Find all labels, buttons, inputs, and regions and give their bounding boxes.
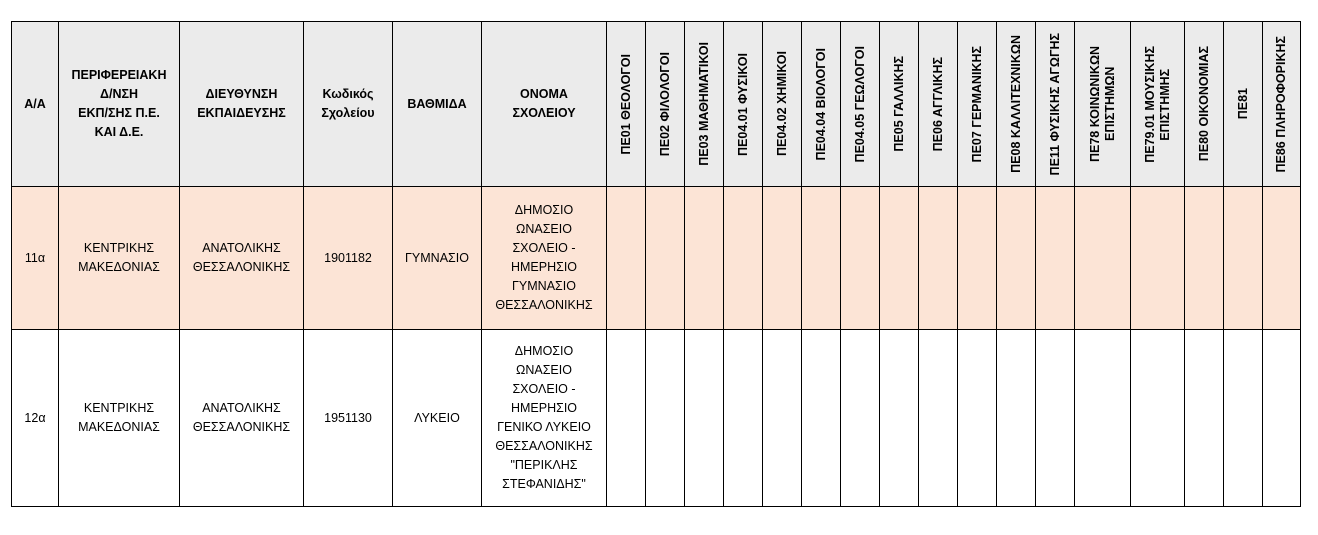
row-specialty-cell bbox=[958, 187, 997, 330]
header-specialty: ΠΕ02 ΦΙΛΟΛΟΓΟΙ bbox=[646, 22, 685, 187]
row-specialty-cell bbox=[763, 330, 802, 507]
row-aa: 12α bbox=[12, 330, 59, 507]
row-specialty-cell bbox=[1131, 187, 1185, 330]
row-specialty-cell bbox=[1224, 187, 1263, 330]
header-specialty: ΠΕ05 ΓΑΛΛΙΚΗΣ bbox=[880, 22, 919, 187]
row-school-code: 1901182 bbox=[304, 187, 393, 330]
header-school-code: Κωδικός Σχολείου bbox=[304, 22, 393, 187]
row-specialty-cell bbox=[802, 187, 841, 330]
header-specialty: ΠΕ04.04 ΒΙΟΛΟΓΟΙ bbox=[802, 22, 841, 187]
row-region: ΚΕΝΤΡΙΚΗΣ ΜΑΚΕΔΟΝΙΑΣ bbox=[59, 330, 180, 507]
school-vacancies-table bbox=[11, 21, 1301, 507]
row-specialty-cell bbox=[880, 330, 919, 507]
row-specialty-cell bbox=[1185, 330, 1224, 507]
row-specialty-cell bbox=[724, 187, 763, 330]
row-aa: 11α bbox=[12, 187, 59, 330]
row-specialty-cell bbox=[880, 187, 919, 330]
table-row bbox=[12, 187, 1301, 330]
row-specialty-cell bbox=[685, 330, 724, 507]
row-specialty-cell bbox=[607, 330, 646, 507]
header-aa: Α/Α bbox=[12, 22, 59, 187]
row-specialty-cell bbox=[841, 330, 880, 507]
row-specialty-cell bbox=[1075, 330, 1131, 507]
row-specialty-cell bbox=[1224, 330, 1263, 507]
header-row bbox=[12, 22, 1301, 187]
header-specialty: ΠΕ79.01 ΜΟΥΣΙΚΗΣ ΕΠΙΣΤΗΜΗΣ bbox=[1131, 22, 1185, 187]
header-specialty: ΠΕ04.05 ΓΕΩΛΟΓΟΙ bbox=[841, 22, 880, 187]
row-directorate: ΑΝΑΤΟΛΙΚΗΣ ΘΕΣΣΑΛΟΝΙΚΗΣ bbox=[180, 330, 304, 507]
header-specialty: ΠΕ03 ΜΑΘΗΜΑΤΙΚΟΙ bbox=[685, 22, 724, 187]
row-specialty-cell bbox=[1263, 330, 1301, 507]
row-specialty-cell bbox=[1131, 330, 1185, 507]
header-specialty: ΠΕ01 ΘΕΟΛΟΓΟΙ bbox=[607, 22, 646, 187]
header-directorate: ΔΙΕΥΘΥΝΣΗ ΕΚΠΑΙΔΕΥΣΗΣ bbox=[180, 22, 304, 187]
header-region: ΠΕΡΙΦΕΡΕΙΑΚΗ Δ/ΝΣΗ ΕΚΠ/ΣΗΣ Π.Ε. ΚΑΙ Δ.Ε. bbox=[59, 22, 180, 187]
row-specialty-cell bbox=[997, 187, 1036, 330]
header-level: ΒΑΘΜΙΔΑ bbox=[393, 22, 482, 187]
header-school-name: ΟΝΟΜΑ ΣΧΟΛΕΙΟΥ bbox=[482, 22, 607, 187]
row-specialty-cell bbox=[841, 187, 880, 330]
header-specialty: ΠΕ78 ΚΟΙΝΩΝΙΚΩΝ ΕΠΙΣΤΗΜΩΝ bbox=[1075, 22, 1131, 187]
row-specialty-cell bbox=[685, 187, 724, 330]
row-specialty-cell bbox=[1185, 187, 1224, 330]
row-school-code: 1951130 bbox=[304, 330, 393, 507]
row-specialty-cell bbox=[1036, 330, 1075, 507]
row-specialty-cell bbox=[607, 187, 646, 330]
row-school-name: ΔΗΜΟΣΙΟ ΩΝΑΣΕΙΟ ΣΧΟΛΕΙΟ - ΗΜΕΡΗΣΙΟ ΓΕΝΙΚΟ ΛΥΚΕΙΟ ΘΕΣΣΑΛΟΝΙΚΗΣ "ΠΕΡΙΚΛΗΣ ΣΤΕΦΑΝΙΔΗΣ" bbox=[482, 330, 607, 507]
row-specialty-cell bbox=[919, 187, 958, 330]
header-specialty: ΠΕ11 ΦΥΣΙΚΗΣ ΑΓΩΓΗΣ bbox=[1036, 22, 1075, 187]
row-specialty-cell bbox=[997, 330, 1036, 507]
row-specialty-cell bbox=[724, 330, 763, 507]
row-level: ΛΥΚΕΙΟ bbox=[393, 330, 482, 507]
row-region: ΚΕΝΤΡΙΚΗΣ ΜΑΚΕΔΟΝΙΑΣ bbox=[59, 187, 180, 330]
header-specialty: ΠΕ04.02 ΧΗΜΙΚΟΙ bbox=[763, 22, 802, 187]
row-specialty-cell bbox=[919, 330, 958, 507]
header-specialty: ΠΕ08 ΚΑΛΛΙΤΕΧΝΙΚΩΝ bbox=[997, 22, 1036, 187]
row-level: ΓΥΜΝΑΣΙΟ bbox=[393, 187, 482, 330]
header-specialty: ΠΕ80 ΟΙΚΟΝΟΜΙΑΣ bbox=[1185, 22, 1224, 187]
header-specialty: ΠΕ06 ΑΓΓΛΙΚΗΣ bbox=[919, 22, 958, 187]
header-specialty: ΠΕ04.01 ΦΥΣΙΚΟΙ bbox=[724, 22, 763, 187]
row-specialty-cell bbox=[763, 187, 802, 330]
row-specialty-cell bbox=[1075, 187, 1131, 330]
header-specialty: ΠΕ07 ΓΕΡΜΑΝΙΚΗΣ bbox=[958, 22, 997, 187]
row-specialty-cell bbox=[958, 330, 997, 507]
row-specialty-cell bbox=[646, 330, 685, 507]
header-specialty: ΠΕ81 bbox=[1224, 22, 1263, 187]
table-row bbox=[12, 330, 1301, 507]
row-directorate: ΑΝΑΤΟΛΙΚΗΣ ΘΕΣΣΑΛΟΝΙΚΗΣ bbox=[180, 187, 304, 330]
row-specialty-cell bbox=[1036, 187, 1075, 330]
row-specialty-cell bbox=[1263, 187, 1301, 330]
header-specialty: ΠΕ86 ΠΛΗΡΟΦΟΡΙΚΗΣ bbox=[1263, 22, 1301, 187]
row-specialty-cell bbox=[802, 330, 841, 507]
document-table-wrapper bbox=[11, 21, 1301, 507]
row-specialty-cell bbox=[646, 187, 685, 330]
row-school-name: ΔΗΜΟΣΙΟ ΩΝΑΣΕΙΟ ΣΧΟΛΕΙΟ - ΗΜΕΡΗΣΙΟ ΓΥΜΝΑΣΙΟ ΘΕΣΣΑΛΟΝΙΚΗΣ bbox=[482, 187, 607, 330]
